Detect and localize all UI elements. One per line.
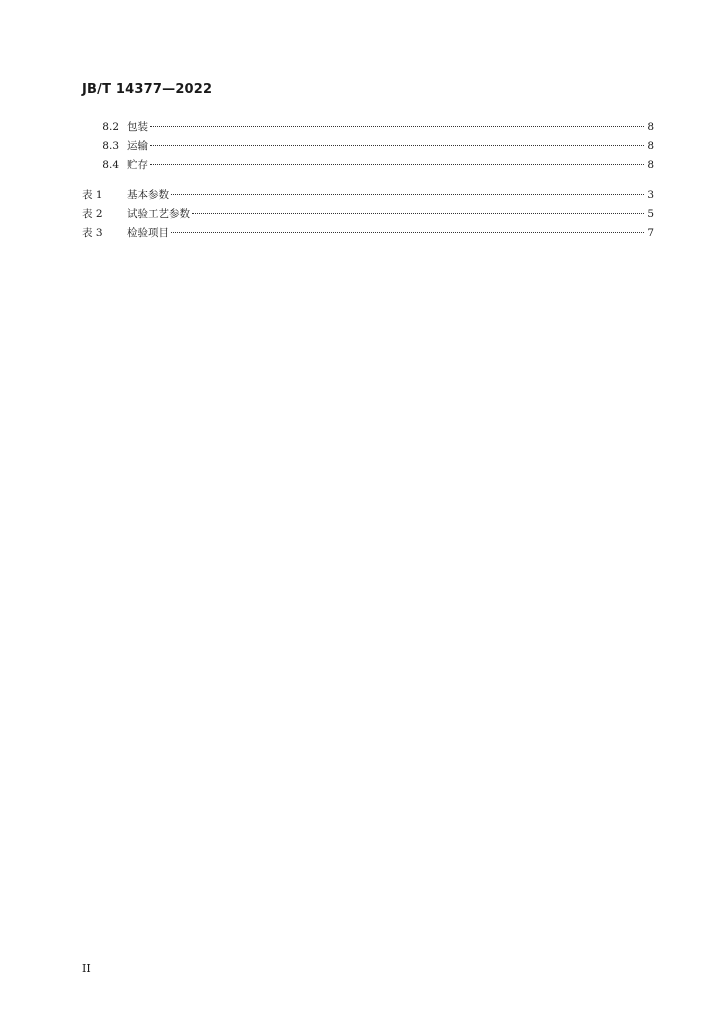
toc-leader-dots [150,164,644,165]
page-footer-number: II [82,962,91,975]
toc-entry-8-4[interactable] [82,156,654,175]
toc-entry-number: 表 1 [82,189,103,201]
toc-entry-number: 表 2 [82,208,103,220]
toc-leader-dots [171,194,644,195]
table-of-contents [82,118,654,243]
toc-entry-title: 包装 [127,121,148,133]
toc-entry-page: 5 [647,208,654,220]
toc-leader-dots [150,126,644,127]
page-header-standard-code: JB/T 14377—2022 [82,82,213,97]
toc-leader-dots [150,145,644,146]
toc-entry-title: 试验工艺参数 [127,208,190,220]
toc-entry-page: 8 [647,140,654,152]
toc-entry-title: 基本参数 [127,189,169,201]
toc-entry-table-1[interactable] [82,186,654,205]
toc-entry-8-2[interactable] [82,118,654,137]
toc-entry-title: 运输 [127,140,148,152]
toc-entry-title: 贮存 [127,159,148,171]
toc-entry-title: 检验项目 [127,227,169,239]
toc-entry-table-2[interactable] [82,205,654,224]
toc-leader-dots [171,232,644,233]
toc-group-spacer [82,175,654,186]
toc-entry-number: 表 3 [82,227,103,239]
toc-entry-page: 3 [647,189,654,201]
toc-entry-number: 8.3 [102,140,119,152]
toc-entry-number: 8.2 [102,121,119,133]
toc-entry-page: 8 [647,159,654,171]
toc-leader-dots [192,213,644,214]
toc-entry-page: 8 [647,121,654,133]
toc-entry-number: 8.4 [102,159,119,171]
toc-entry-8-3[interactable] [82,137,654,156]
toc-entry-page: 7 [647,227,654,239]
toc-entry-table-3[interactable] [82,224,654,243]
